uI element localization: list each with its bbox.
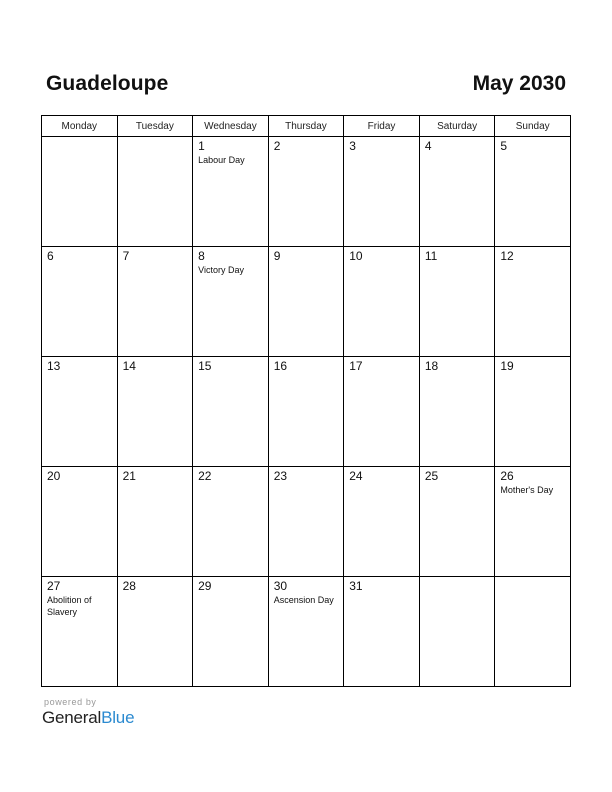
day-content — [495, 467, 570, 496]
day-content — [42, 577, 117, 618]
day-number: 4 — [424, 139, 432, 153]
powered-by-label: powered by — [44, 697, 97, 707]
day-content — [118, 137, 193, 140]
day-content — [269, 137, 344, 153]
day-number: 23 — [273, 469, 288, 483]
day-content — [269, 357, 344, 373]
brand-name-part1: General — [42, 708, 102, 727]
day-cell — [193, 357, 269, 467]
day-content — [495, 137, 570, 153]
weekday-header: Wednesday — [193, 116, 269, 137]
day-cell — [495, 577, 571, 687]
day-content — [42, 137, 117, 140]
weekday-header-row — [42, 116, 571, 137]
day-number: 3 — [349, 139, 356, 153]
day-content — [269, 247, 344, 263]
day-cell — [117, 577, 193, 687]
day-cell — [117, 247, 193, 357]
day-number: 1 — [198, 139, 205, 153]
day-content — [42, 357, 117, 373]
day-content — [495, 577, 570, 580]
day-content — [193, 247, 268, 276]
day-content — [344, 137, 419, 153]
day-cell — [42, 247, 118, 357]
day-number: 20 — [47, 469, 61, 483]
day-content — [269, 577, 344, 606]
day-number: 10 — [349, 249, 363, 263]
day-content — [420, 357, 495, 373]
day-cell — [193, 577, 269, 687]
day-content — [344, 577, 419, 593]
day-cell — [344, 577, 420, 687]
week-row — [42, 577, 571, 687]
day-cell — [419, 137, 495, 247]
day-cell — [268, 577, 344, 687]
day-cell — [268, 247, 344, 357]
day-content — [42, 247, 117, 263]
day-content — [495, 247, 570, 263]
day-content — [193, 357, 268, 373]
day-number: 21 — [122, 469, 136, 483]
day-number: 24 — [349, 469, 363, 483]
day-content — [42, 467, 117, 483]
brand-name-part2: Blue — [101, 708, 135, 727]
day-cell — [117, 137, 193, 247]
day-number: 30 — [273, 579, 288, 593]
day-number: 27 — [47, 579, 61, 593]
day-cell — [419, 357, 495, 467]
day-cell — [268, 357, 344, 467]
footer-branding — [42, 697, 134, 728]
brand-logo — [42, 708, 134, 728]
day-number: 15 — [198, 359, 212, 373]
day-cell — [419, 247, 495, 357]
day-number: 22 — [198, 469, 212, 483]
day-number: 19 — [500, 359, 514, 373]
holiday-label: Mother's Day — [500, 485, 554, 495]
weekday-header: Saturday — [419, 116, 495, 137]
day-content — [420, 137, 495, 153]
holiday-label: Ascension Day — [273, 595, 334, 605]
day-cell — [42, 467, 118, 577]
day-number: 13 — [47, 359, 61, 373]
day-cell — [193, 247, 269, 357]
day-number: 7 — [122, 249, 130, 263]
weekday-header: Tuesday — [117, 116, 193, 137]
day-content — [344, 247, 419, 263]
day-cell — [42, 357, 118, 467]
day-number: 2 — [273, 139, 281, 153]
week-row — [42, 357, 571, 467]
day-content — [344, 467, 419, 483]
week-row — [42, 137, 571, 247]
day-content — [193, 467, 268, 483]
day-content — [118, 467, 193, 483]
day-number: 31 — [349, 579, 363, 593]
day-cell — [117, 357, 193, 467]
day-content — [118, 247, 193, 263]
day-cell — [344, 467, 420, 577]
day-cell — [495, 137, 571, 247]
day-cell — [419, 577, 495, 687]
day-cell — [344, 247, 420, 357]
month-year-title: May 2030 — [472, 72, 566, 95]
day-content — [495, 357, 570, 373]
day-cell — [344, 137, 420, 247]
day-cell — [193, 137, 269, 247]
day-number: 28 — [122, 579, 136, 593]
day-number: 29 — [198, 579, 212, 593]
day-cell — [495, 467, 571, 577]
day-content — [420, 247, 495, 263]
day-cell — [42, 577, 118, 687]
day-number: 6 — [47, 249, 54, 263]
day-cell — [344, 357, 420, 467]
day-number: 9 — [273, 249, 281, 263]
day-cell — [117, 467, 193, 577]
day-cell — [495, 357, 571, 467]
day-content — [344, 357, 419, 373]
day-number: 18 — [424, 359, 439, 373]
calendar-grid — [41, 115, 571, 687]
day-cell — [419, 467, 495, 577]
day-content — [269, 467, 344, 483]
day-cell — [268, 467, 344, 577]
day-content — [193, 577, 268, 593]
weekday-header: Sunday — [495, 116, 571, 137]
day-cell — [268, 137, 344, 247]
day-cell — [42, 137, 118, 247]
weekday-header: Thursday — [268, 116, 344, 137]
calendar-body — [42, 137, 571, 687]
holiday-label: Victory Day — [198, 265, 244, 275]
day-content — [420, 467, 495, 483]
weekday-header: Friday — [344, 116, 420, 137]
day-content — [118, 577, 193, 593]
day-number: 14 — [122, 359, 136, 373]
day-number: 25 — [424, 469, 439, 483]
day-content — [118, 357, 193, 373]
week-row — [42, 247, 571, 357]
day-content — [420, 577, 495, 580]
day-number: 5 — [500, 139, 508, 153]
holiday-label: Labour Day — [198, 155, 245, 165]
country-title: Guadeloupe — [46, 72, 169, 95]
holiday-label: Abolition of Slavery — [47, 595, 92, 617]
day-number: 17 — [349, 359, 363, 373]
day-number: 11 — [424, 249, 438, 263]
week-row — [42, 467, 571, 577]
day-content — [193, 137, 268, 166]
day-number: 8 — [198, 249, 205, 263]
day-cell — [495, 247, 571, 357]
day-number: 26 — [500, 469, 514, 483]
day-cell — [193, 467, 269, 577]
weekday-header: Monday — [42, 116, 118, 137]
day-number: 16 — [273, 359, 288, 373]
day-number: 12 — [500, 249, 514, 263]
